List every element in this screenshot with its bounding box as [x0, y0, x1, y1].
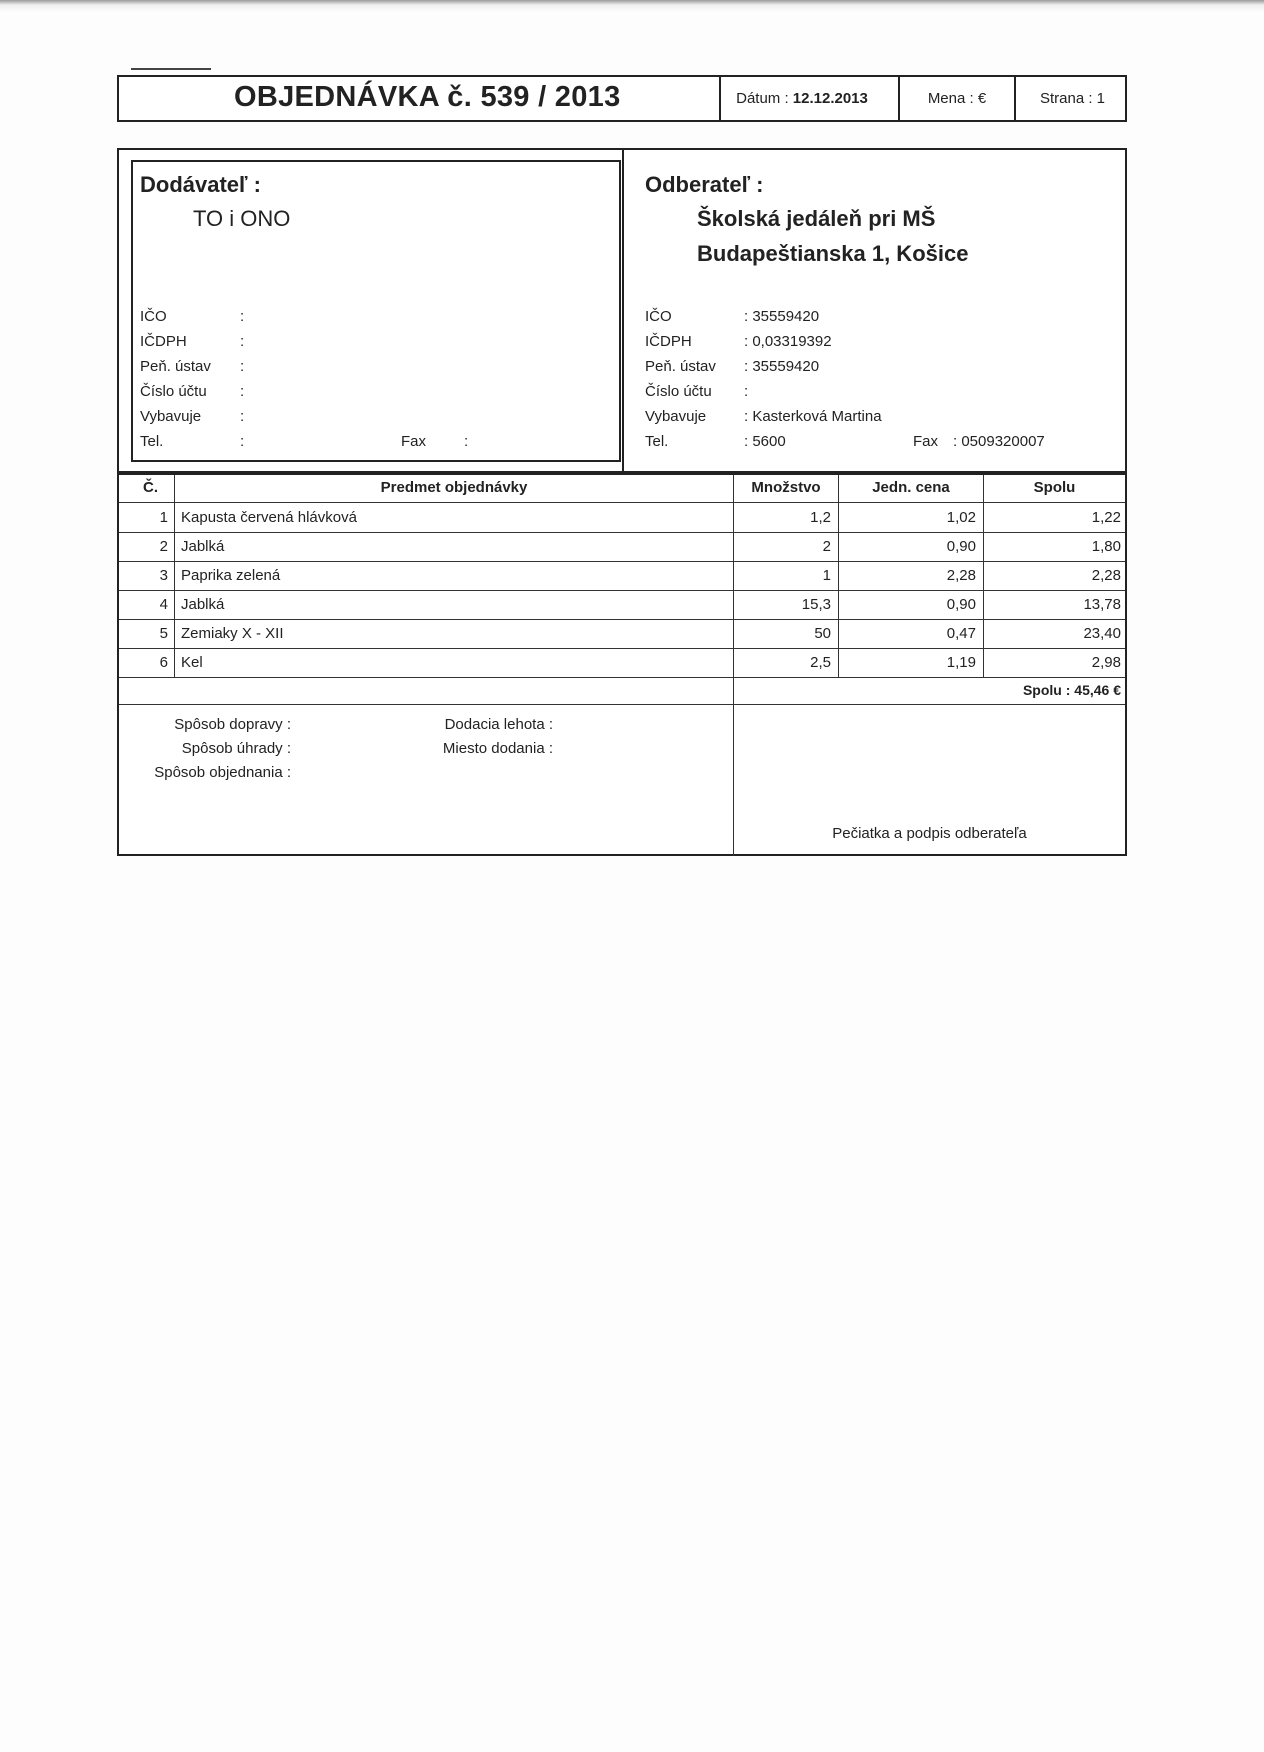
- row-total: 13,78: [1083, 596, 1121, 613]
- row-rule: [119, 590, 1125, 591]
- row-unit-price: 1,02: [946, 509, 976, 526]
- customer-heading: Odberateľ :: [645, 172, 764, 197]
- transport-method: Spôsob dopravy :: [174, 716, 291, 733]
- row-qty: 1: [822, 567, 831, 584]
- row-total: 2,98: [1091, 654, 1121, 671]
- parties-section: [117, 148, 1127, 473]
- stamp-signature-label: Pečiatka a podpis odberateľa: [832, 825, 1027, 842]
- row-no: 4: [159, 596, 168, 613]
- customer-name-line1: Školská jedáleň pri MŠ: [697, 206, 936, 231]
- customer-icdph-value: : 0,03319392: [744, 333, 832, 350]
- supplier-handler-value: :: [240, 408, 245, 425]
- header-rule: [119, 502, 1125, 503]
- row-qty: 2,5: [810, 654, 831, 671]
- row-unit-price: 0,90: [946, 538, 976, 555]
- row-item: Paprika zelená: [181, 567, 281, 584]
- customer-tel-label: Tel.: [645, 433, 669, 450]
- col-header-qty: Množstvo: [751, 479, 821, 496]
- supplier-handler-label: Vybavuje: [140, 408, 202, 425]
- delivery-place: Miesto dodania :: [442, 740, 553, 757]
- row-item: Kel: [181, 654, 203, 671]
- payment-method: Spôsob úhrady :: [181, 740, 291, 757]
- customer-ico-label: IČO: [645, 308, 672, 325]
- order-header: [117, 75, 1127, 122]
- customer-bank-label: Peň. ústav: [645, 358, 716, 375]
- supplier-ico-label: IČO: [140, 308, 167, 325]
- row-no: 6: [159, 654, 168, 671]
- supplier-heading: Dodávateľ :: [140, 172, 261, 197]
- customer-fax-value: : 0509320007: [953, 433, 1045, 450]
- customer-tel-value: : 5600: [744, 433, 786, 450]
- supplier-account-value: :: [240, 383, 245, 400]
- row-qty: 50: [814, 625, 831, 642]
- currency-cell: Mena : €: [898, 77, 1014, 120]
- row-total: 23,40: [1083, 625, 1121, 642]
- row-qty: 15,3: [801, 596, 831, 613]
- date-value: 12.12.2013: [792, 90, 868, 107]
- customer-account-label: Číslo účtu: [645, 383, 712, 400]
- row-total: 1,22: [1091, 509, 1121, 526]
- grand-total: Spolu : 45,46 €: [1022, 682, 1121, 698]
- date-label: Dátum :: [736, 90, 793, 107]
- row-no: 2: [159, 538, 168, 555]
- supplier-bank-value: :: [240, 358, 245, 375]
- customer-account-value: :: [744, 383, 749, 400]
- row-no: 5: [159, 625, 168, 642]
- customer-ico-value: : 35559420: [744, 308, 820, 325]
- page-cell: Strana : 1: [1014, 77, 1129, 120]
- row-no: 1: [159, 509, 168, 526]
- supplier-icdph-value: :: [240, 333, 245, 350]
- customer-handler-value: : Kasterková Martina: [744, 408, 882, 425]
- row-unit-price: 2,28: [946, 567, 976, 584]
- row-rule: [119, 677, 1125, 678]
- row-unit-price: 0,90: [946, 596, 976, 613]
- row-qty: 1,2: [810, 509, 831, 526]
- row-qty: 2: [822, 538, 831, 555]
- customer-handler-label: Vybavuje: [645, 408, 707, 425]
- row-item: Zemiaky X - XII: [181, 625, 284, 642]
- delivery-term: Dodacia lehota :: [444, 716, 553, 733]
- row-item: Jablká: [181, 538, 225, 555]
- supplier-name: TO i ONO: [193, 206, 291, 231]
- supplier-icdph-label: IČDPH: [140, 333, 187, 350]
- supplier-account-label: Číslo účtu: [140, 383, 207, 400]
- row-unit-price: 0,47: [946, 625, 976, 642]
- row-rule: [119, 532, 1125, 533]
- customer-name-line2: Budapeštianska 1, Košice: [697, 241, 969, 266]
- supplier-fax-value: :: [464, 433, 469, 450]
- date-cell: [719, 77, 883, 120]
- row-item: Kapusta červená hlávková: [181, 509, 357, 526]
- row-item: Jablká: [181, 596, 225, 613]
- col-header-no: Č.: [143, 479, 158, 496]
- scan-edge-shadow: [0, 0, 1264, 22]
- parties-divider: [622, 150, 624, 471]
- supplier-fax-label: Fax: [401, 433, 427, 450]
- customer-fax-label: Fax: [913, 433, 939, 450]
- row-rule: [119, 648, 1125, 649]
- order-title: OBJEDNÁVKA č. 539 / 2013: [234, 81, 621, 113]
- ordering-method: Spôsob objednania :: [154, 764, 291, 781]
- row-no: 3: [159, 567, 168, 584]
- row-total: 1,80: [1091, 538, 1121, 555]
- supplier-tel-value: :: [240, 433, 245, 450]
- supplier-bank-label: Peň. ústav: [140, 358, 211, 375]
- total-rule: [119, 704, 1125, 705]
- col-header-item: Predmet objednávky: [380, 479, 528, 496]
- customer-icdph-label: IČDPH: [645, 333, 692, 350]
- supplier-tel-label: Tel.: [140, 433, 164, 450]
- items-table: [117, 473, 1127, 856]
- pen-mark: [131, 68, 211, 70]
- supplier-ico-value: :: [240, 308, 245, 325]
- customer-bank-value: : 35559420: [744, 358, 820, 375]
- col-header-unit-price: Jedn. cena: [872, 479, 950, 496]
- row-total: 2,28: [1091, 567, 1121, 584]
- col-header-total: Spolu: [1033, 479, 1076, 496]
- row-unit-price: 1,19: [946, 654, 976, 671]
- row-rule: [119, 561, 1125, 562]
- row-rule: [119, 619, 1125, 620]
